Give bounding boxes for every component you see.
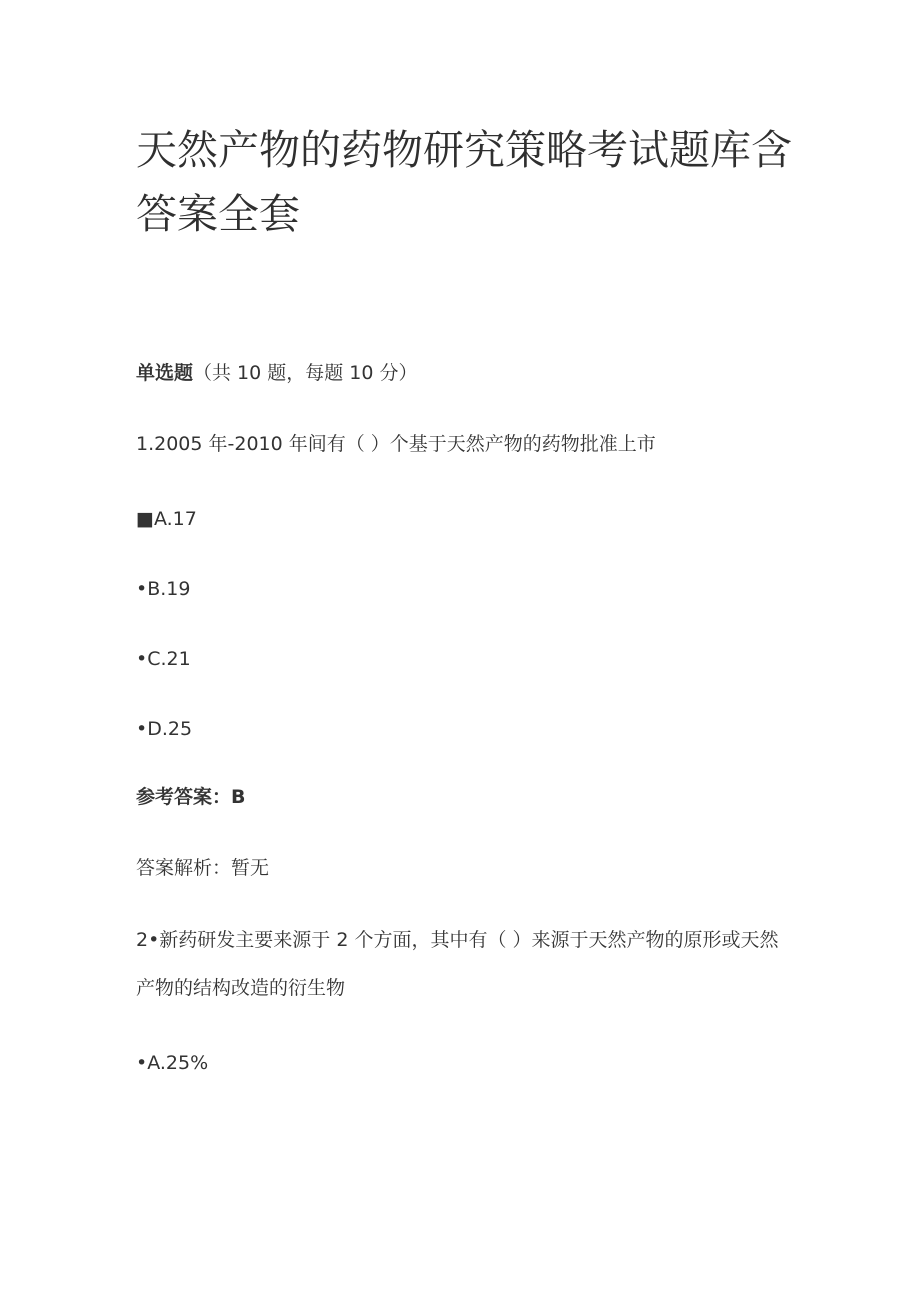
question-1-answer bbox=[136, 785, 246, 809]
question-2-option-a: •A.25% bbox=[136, 1052, 209, 1074]
section-header bbox=[136, 361, 418, 385]
question-1-option-b: •B.19 bbox=[136, 578, 191, 600]
answer-label: 参考答案： bbox=[136, 786, 232, 808]
section-label: 单选题 bbox=[136, 362, 194, 384]
answer-value: B bbox=[231, 786, 246, 808]
question-1-option-d: •D.25 bbox=[136, 718, 193, 740]
question-1-option-a: ■A.17 bbox=[136, 508, 197, 530]
document-title: 天然产物的药物研究策略考试题库含答案全套 bbox=[136, 126, 792, 238]
question-1-analysis: 答案解析：暂无 bbox=[136, 857, 270, 879]
question-2-stem: 2•新药研发主要来源于 2 个方面，其中有（ ）来源于天然产物的原形或天然产物的结构改造的衍生物 bbox=[136, 929, 779, 999]
question-1-option-c: •C.21 bbox=[136, 648, 191, 670]
question-1-stem: 1.2005 年-2010 年间有（ ）个基于天然产物的药物批准上市 bbox=[136, 433, 656, 455]
section-info: （共 10 题，每题 10 分） bbox=[193, 362, 418, 384]
